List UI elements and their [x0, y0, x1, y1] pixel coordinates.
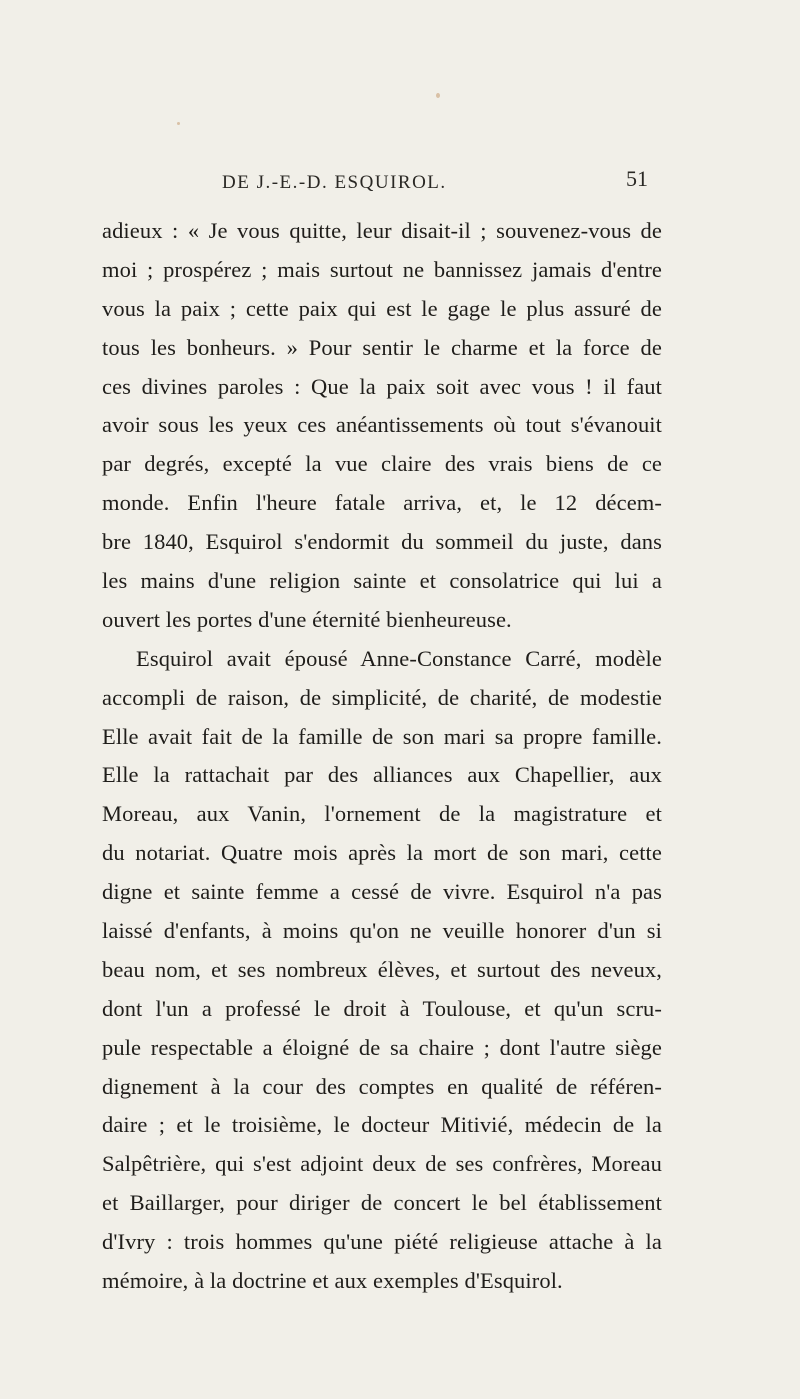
text-line: monde. Enfin l'heure fatale arriva, et, le 12 décem-: [102, 490, 662, 516]
text-line: Elle la rattachait par des alliances aux Chapellier, aux: [102, 762, 662, 788]
text-line: dont l'un a professé le droit à Toulouse, et qu'un scru-: [102, 995, 662, 1021]
text-line: moi ; prospérez ; mais surtout ne bannissez jamais d'entre: [102, 256, 662, 282]
text-line: les mains d'une religion sainte et consolatrice qui lui a: [102, 568, 662, 594]
text-line: dignement à la cour des comptes en qualité de référen-: [102, 1073, 662, 1099]
page-number: 51: [626, 166, 648, 191]
text-line: par degrés, excepté la vue claire des vrais biens de ce: [102, 451, 662, 477]
text-line: ouvert les portes d'une éternité bienheureuse.: [102, 606, 512, 632]
text-line: Moreau, aux Vanin, l'ornement de la magistrature et: [102, 801, 662, 827]
text-line: d'Ivry : trois hommes qu'une piété religieuse attache à la: [102, 1229, 662, 1255]
text-line: laissé d'enfants, à moins qu'on ne veuille honorer d'un si: [102, 918, 662, 944]
paper-speck: [436, 93, 440, 98]
text-line: daire ; et le troisième, le docteur Mitivié, médecin de la: [102, 1112, 662, 1138]
text-line: ces divines paroles : Que la paix soit avec vous ! il faut: [102, 373, 662, 399]
text-line: bre 1840, Esquirol s'endormit du sommeil du juste, dans: [102, 529, 662, 555]
text-line: vous la paix ; cette paix qui est le gage le plus assuré de: [102, 295, 662, 321]
text-line: digne et sainte femme a cessé de vivre. Esquirol n'a pas: [102, 879, 662, 905]
text-line: accompli de raison, de simplicité, de charité, de modestie: [102, 684, 662, 710]
text-line: avoir sous les yeux ces anéantissements où tout s'évanouit: [102, 412, 662, 438]
text-line: tous les bonheurs. » Pour sentir le charme et la force de: [102, 334, 662, 360]
text-line: pule respectable a éloigné de sa chaire ; dont l'autre siège: [102, 1034, 662, 1060]
text-line: Elle avait fait de la famille de son mari sa propre famille.: [102, 723, 662, 749]
text-line: mémoire, à la doctrine et aux exemples d'Esquirol.: [102, 1268, 563, 1294]
text-line: adieux : « Je vous quitte, leur disait-il ; souvenez-vous de: [102, 218, 662, 243]
text-line: beau nom, et ses nombreux élèves, et surtout des neveux,: [102, 956, 662, 982]
text-line: du notariat. Quatre mois après la mort de son mari, cette: [102, 840, 662, 866]
body-text: [102, 212, 662, 1301]
running-head: DE J.-E.-D. ESQUIROL.: [222, 172, 447, 193]
text-line: Esquirol avait épousé Anne-Constance Carré, modèle: [136, 645, 662, 671]
paper-speck: [177, 122, 180, 125]
text-line: et Baillarger, pour diriger de concert le bel établissement: [102, 1190, 662, 1216]
text-line: Salpêtrière, qui s'est adjoint deux de ses confrères, Moreau: [102, 1151, 662, 1177]
